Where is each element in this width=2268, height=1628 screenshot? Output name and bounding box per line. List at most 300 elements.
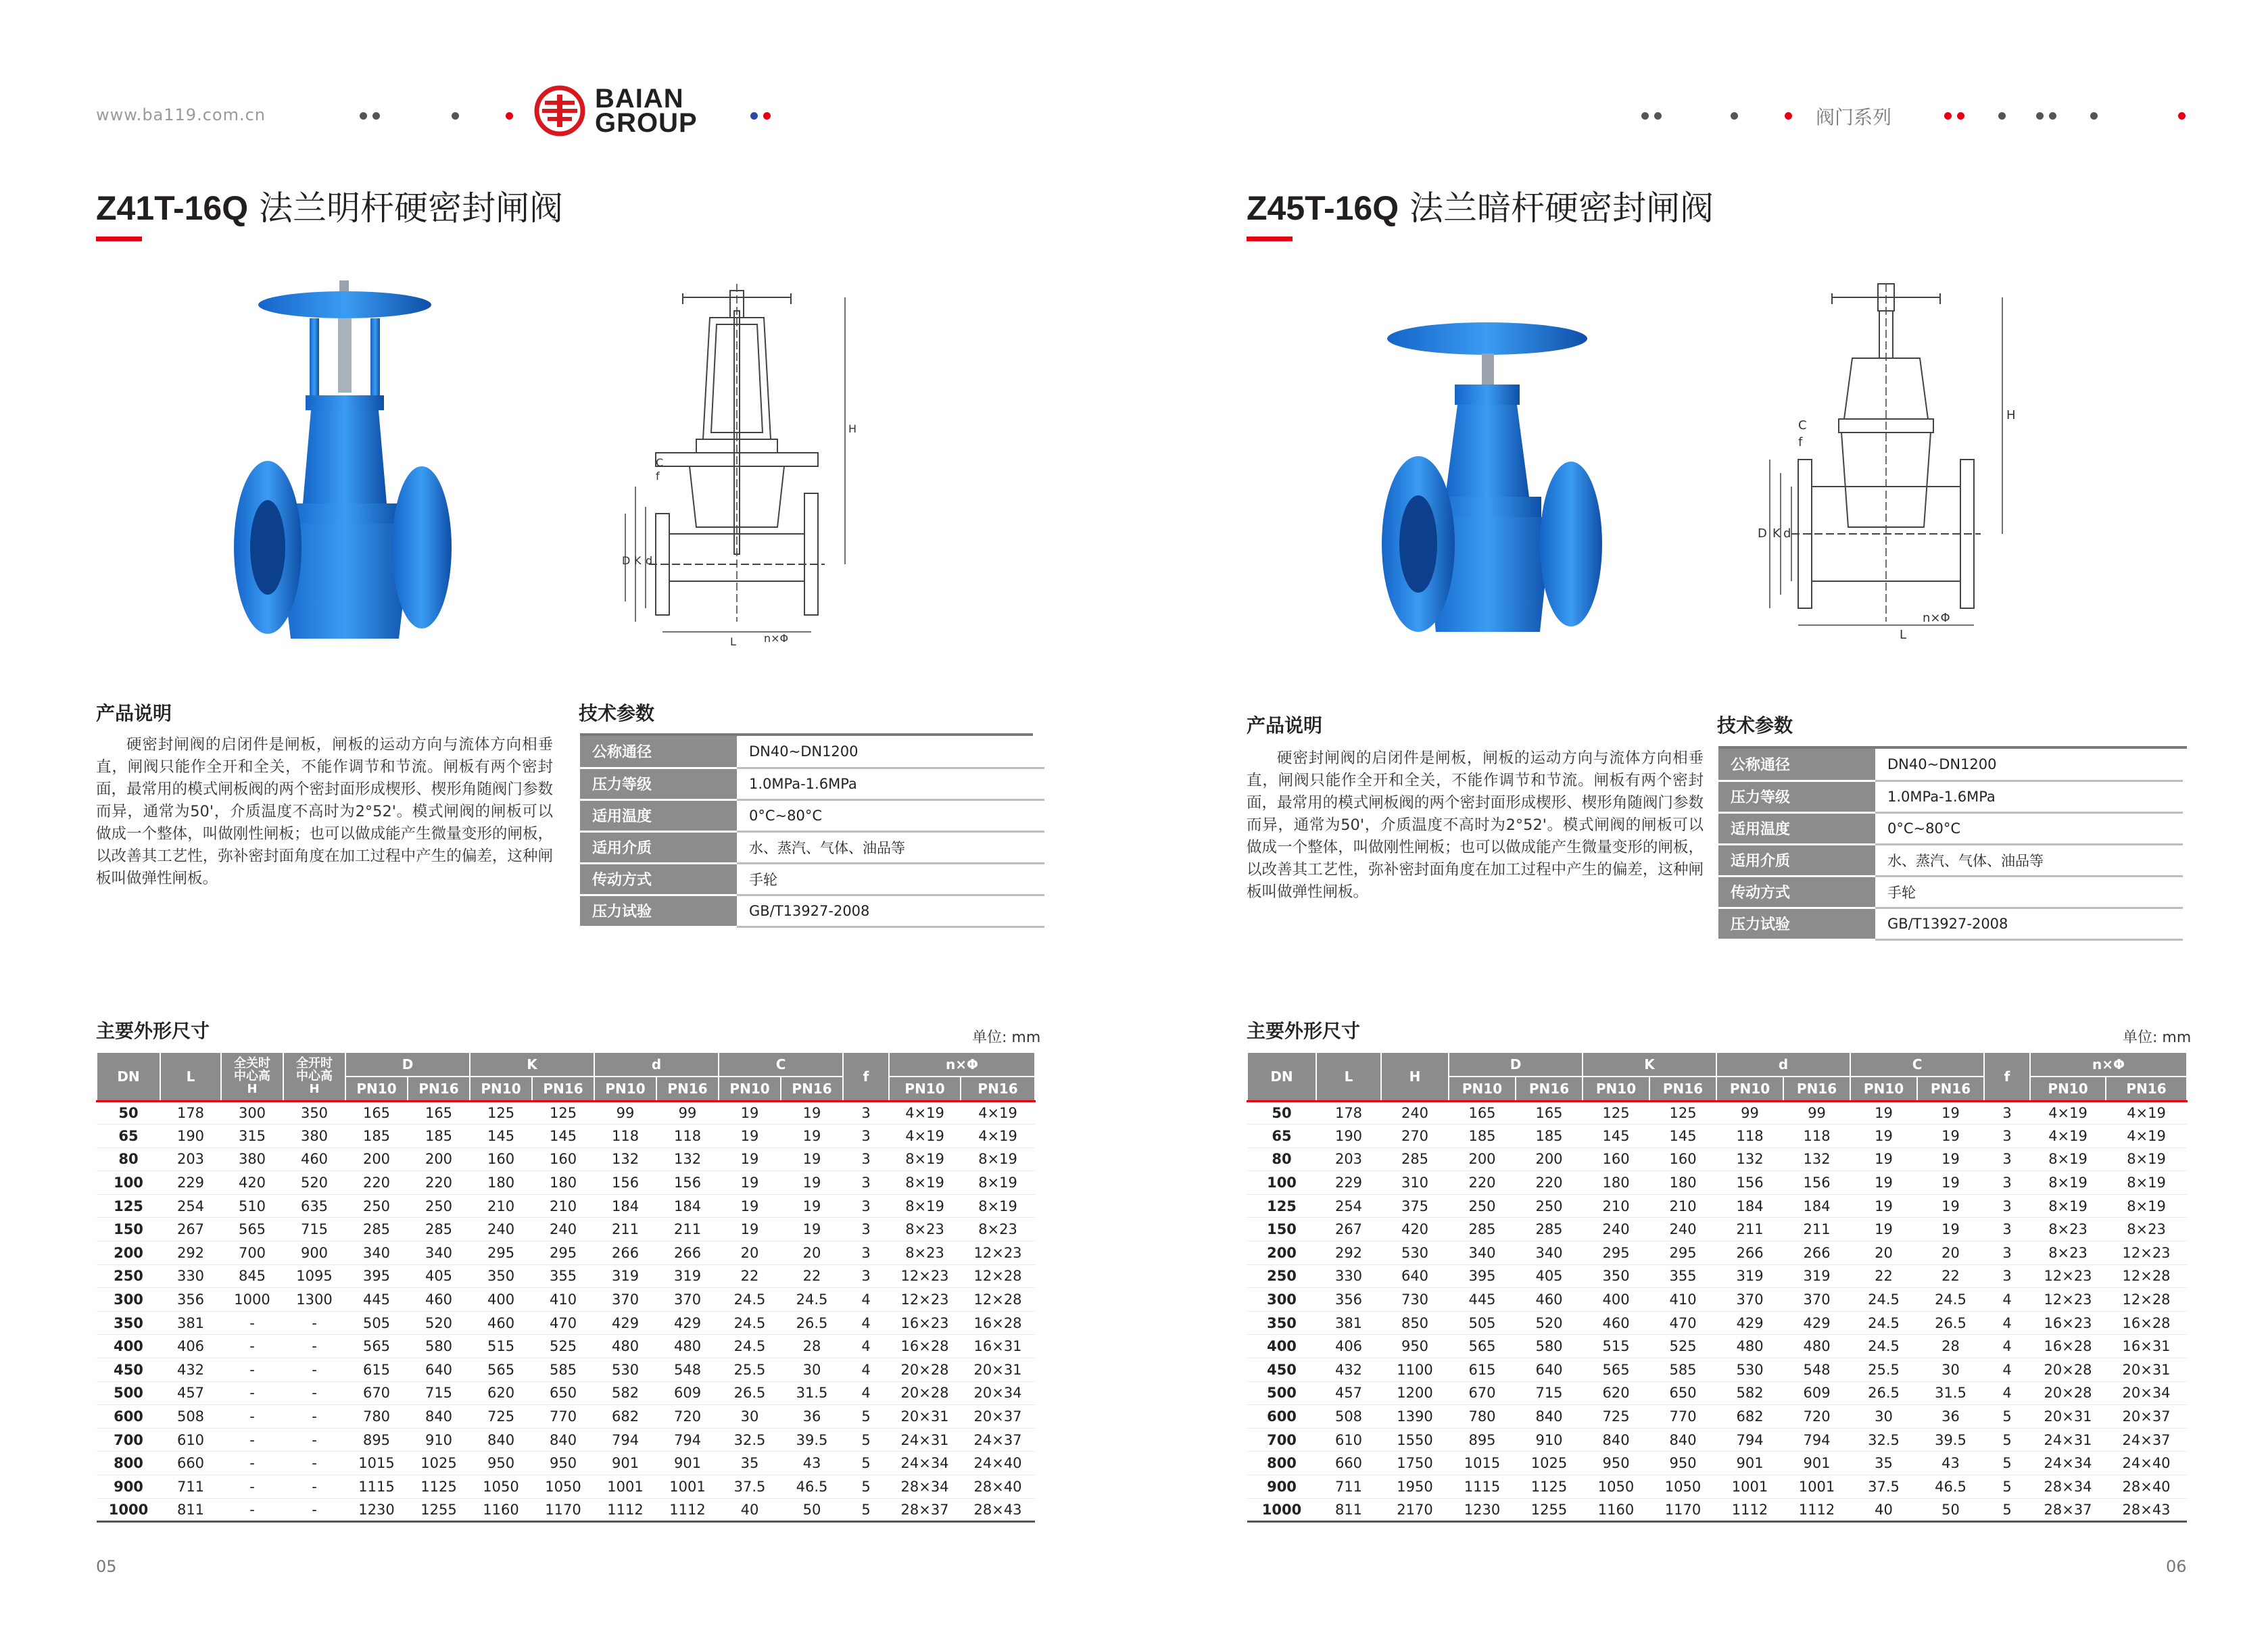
table-cell: -	[283, 1498, 345, 1522]
table-cell: 8×19	[889, 1194, 961, 1218]
table-cell: 406	[1316, 1335, 1381, 1358]
table-cell: 12×23	[889, 1264, 961, 1288]
tech-param-value: 0°C~80°C	[1875, 812, 2183, 844]
table-cell: 355	[532, 1264, 594, 1288]
table-cell: 670	[345, 1381, 408, 1405]
table-cell: 12×28	[961, 1288, 1035, 1312]
table-cell: 22	[719, 1264, 781, 1288]
table-cell: 355	[1649, 1264, 1716, 1288]
table-cell: 24.5	[781, 1288, 843, 1312]
table-cell: 19	[1917, 1194, 1984, 1218]
table-row	[1247, 1218, 2187, 1241]
table-cell: 457	[160, 1381, 221, 1405]
table-cell: 12×28	[2106, 1264, 2187, 1288]
table-cell: 19	[781, 1171, 843, 1195]
table-cell: 160	[1583, 1148, 1649, 1171]
table-cell: 20×28	[889, 1381, 961, 1405]
table-cell: 565	[1449, 1335, 1516, 1358]
table-cell: 700	[221, 1241, 283, 1265]
table-cell: 30	[781, 1358, 843, 1382]
left-model: Z41T-16Q	[96, 189, 249, 227]
table-cell: 1750	[1381, 1452, 1449, 1475]
table-cell: 210	[1583, 1194, 1649, 1218]
table-cell: 505	[345, 1311, 408, 1335]
table-cell: 5	[843, 1405, 889, 1429]
table-cell: 3	[843, 1148, 889, 1171]
table-cell: 19	[719, 1125, 781, 1148]
right-drawing-label-d: d	[1783, 526, 1791, 541]
table-cell: 1170	[1649, 1498, 1716, 1522]
table-cell: 250	[1516, 1194, 1583, 1218]
table-cell: 5	[1984, 1475, 2030, 1499]
table-cell: 145	[532, 1125, 594, 1148]
dn-cell: 700	[1247, 1428, 1316, 1452]
table-cell: 220	[1449, 1171, 1516, 1195]
table-cell: 1112	[594, 1498, 656, 1522]
table-cell: 32.5	[719, 1428, 781, 1452]
right-product-title	[1247, 181, 1714, 230]
tech-param-value: 0°C~80°C	[737, 799, 1044, 831]
table-cell: 1390	[1381, 1405, 1449, 1429]
right-drawing-label-nphi: n×Φ	[1923, 611, 1950, 625]
table-cell: 4	[1984, 1311, 2030, 1335]
dn-cell: 1000	[97, 1498, 160, 1522]
table-cell: 16×28	[2106, 1311, 2187, 1335]
table-cell: 4×19	[2030, 1101, 2106, 1125]
table-cell: 429	[656, 1311, 719, 1335]
table-row	[97, 1241, 1035, 1265]
table-cell: 118	[594, 1125, 656, 1148]
table-cell: 370	[594, 1288, 656, 1312]
table-cell: 660	[1316, 1452, 1381, 1475]
table-cell: 19	[1917, 1171, 1984, 1195]
table-cell: 811	[1316, 1498, 1381, 1522]
pn10-header: PN10	[1449, 1077, 1516, 1101]
table-row	[1247, 1335, 2187, 1358]
table-cell: 1025	[408, 1452, 470, 1475]
table-cell: 3	[1984, 1194, 2030, 1218]
table-cell: 24×37	[2106, 1428, 2187, 1452]
table-cell: 356	[1316, 1288, 1381, 1312]
table-cell: 267	[1316, 1218, 1381, 1241]
table-cell: 156	[594, 1171, 656, 1195]
table-cell: 400	[470, 1288, 532, 1312]
table-cell: 19	[1917, 1148, 1984, 1171]
table-cell: 582	[594, 1381, 656, 1405]
right-unit: 单位: mm	[2123, 1029, 2192, 1046]
table-cell: 395	[1449, 1264, 1516, 1288]
table-cell: 20×34	[961, 1381, 1035, 1405]
tech-param-value: 1.0MPa-1.6MPa	[1875, 781, 2183, 812]
table-cell: 19	[719, 1148, 781, 1171]
left-drawing-label-f: f	[656, 470, 660, 483]
table-cell: 36	[781, 1405, 843, 1429]
table-cell: 3	[1984, 1241, 2030, 1265]
table-cell: 660	[160, 1452, 221, 1475]
table-cell: 520	[1516, 1311, 1583, 1335]
pn10-header: PN10	[1583, 1077, 1649, 1101]
table-cell: 24×31	[889, 1428, 961, 1452]
table-cell: 125	[1583, 1101, 1649, 1125]
table-cell: 46.5	[1917, 1475, 1984, 1499]
tech-param-key: 公称通径	[580, 736, 737, 768]
table-row	[97, 1171, 1035, 1195]
table-row	[97, 1264, 1035, 1288]
table-cell: 432	[1316, 1358, 1381, 1382]
table-cell: 132	[1716, 1148, 1783, 1171]
baian-logo	[534, 85, 698, 137]
table-row	[1247, 1288, 2187, 1312]
table-cell: 190	[160, 1125, 221, 1148]
pn16-header: PN16	[2106, 1077, 2187, 1101]
table-cell: 203	[160, 1148, 221, 1171]
table-cell: 682	[594, 1405, 656, 1429]
table-row	[97, 1218, 1035, 1241]
right-tech-row	[1718, 749, 2183, 781]
decorative-dots	[2175, 112, 2188, 120]
table-cell: 5	[1984, 1498, 2030, 1522]
table-cell: 515	[470, 1335, 532, 1358]
table-cell: 3	[843, 1241, 889, 1265]
table-cell: 26.5	[1850, 1381, 1917, 1405]
dn-cell: 800	[97, 1452, 160, 1475]
dn-cell: 65	[97, 1125, 160, 1148]
table-cell: 8×23	[889, 1218, 961, 1241]
right-drawing-label-c: C	[1798, 418, 1807, 433]
left-tech-row	[580, 736, 1044, 768]
table-cell: 266	[594, 1241, 656, 1265]
table-cell: 22	[781, 1264, 843, 1288]
table-cell: 794	[1783, 1428, 1850, 1452]
table-cell: 3	[843, 1264, 889, 1288]
table-cell: 3	[1984, 1264, 2030, 1288]
table-row	[97, 1288, 1035, 1312]
left-tech-table	[580, 736, 1044, 928]
table-cell: 26.5	[1917, 1311, 1984, 1335]
table-cell: 650	[1649, 1381, 1716, 1405]
open-height-line-1: 全开时	[296, 1056, 333, 1071]
table-cell: 8×19	[2106, 1148, 2187, 1171]
table-cell: 160	[1649, 1148, 1716, 1171]
left-product-title	[96, 181, 563, 230]
table-cell: 8×19	[2030, 1194, 2106, 1218]
table-cell: 200	[1516, 1148, 1583, 1171]
table-cell: 31.5	[1917, 1381, 1984, 1405]
table-cell: -	[221, 1498, 283, 1522]
table-cell: 410	[532, 1288, 594, 1312]
table-cell: 1255	[1516, 1498, 1583, 1522]
tech-param-key: 压力试验	[580, 895, 737, 927]
series-label: 阀门系列	[1816, 106, 1892, 128]
col-header-f: f	[843, 1052, 889, 1101]
table-cell: 99	[594, 1101, 656, 1125]
table-cell: 950	[1649, 1452, 1716, 1475]
table-cell: 1170	[532, 1498, 594, 1522]
right-tech-table	[1718, 749, 2183, 941]
table-cell: 900	[283, 1241, 345, 1265]
table-cell: 850	[1381, 1311, 1449, 1335]
table-cell: 615	[345, 1358, 408, 1382]
table-cell: 30	[1917, 1358, 1984, 1382]
table-cell: 19	[1850, 1148, 1917, 1171]
table-cell: 5	[843, 1498, 889, 1522]
table-cell: 901	[656, 1452, 719, 1475]
table-cell: -	[221, 1381, 283, 1405]
logo-line-1: BAIAN	[595, 84, 684, 114]
table-cell: 725	[470, 1405, 532, 1429]
table-cell: 515	[1583, 1335, 1649, 1358]
tech-param-key: 适用介质	[1718, 844, 1875, 876]
dn-cell: 300	[1247, 1288, 1316, 1312]
table-cell: 292	[160, 1241, 221, 1265]
decorative-dots	[357, 112, 383, 120]
table-cell: 460	[1583, 1311, 1649, 1335]
tech-param-key: 公称通径	[1718, 749, 1875, 781]
table-cell: 4×19	[961, 1125, 1035, 1148]
table-cell: 211	[656, 1218, 719, 1241]
table-cell: 12×23	[2030, 1264, 2106, 1288]
decorative-dots	[449, 112, 462, 120]
table-row	[1247, 1241, 2187, 1265]
table-cell: 8×19	[961, 1171, 1035, 1195]
table-cell: 811	[160, 1498, 221, 1522]
dn-cell: 450	[97, 1358, 160, 1382]
table-cell: 895	[1449, 1428, 1516, 1452]
right-tech-row	[1718, 812, 2183, 844]
table-cell: 19	[781, 1125, 843, 1148]
right-drawing-label-l: L	[1900, 628, 1907, 642]
table-cell: 99	[656, 1101, 719, 1125]
decorative-dots	[1728, 112, 1741, 120]
tech-param-key: 压力等级	[1718, 781, 1875, 812]
pn16-header: PN16	[532, 1077, 594, 1101]
left-drawing-label-k: K	[634, 554, 642, 567]
table-cell: 25.5	[1850, 1358, 1917, 1382]
table-cell: 480	[594, 1335, 656, 1358]
table-row	[1247, 1264, 2187, 1288]
left-desc-heading: 产品说明	[96, 702, 172, 724]
table-cell: 35	[1850, 1452, 1917, 1475]
col-header-k: K	[1583, 1052, 1716, 1077]
pn10-header: PN10	[470, 1077, 532, 1101]
table-cell: 185	[1516, 1125, 1583, 1148]
table-cell: 184	[594, 1194, 656, 1218]
table-cell: 319	[656, 1264, 719, 1288]
table-cell: 19	[781, 1218, 843, 1241]
dn-cell: 125	[1247, 1194, 1316, 1218]
table-row	[1247, 1194, 2187, 1218]
table-cell: -	[221, 1428, 283, 1452]
pn16-header: PN16	[1917, 1077, 1984, 1101]
table-cell: 19	[1850, 1101, 1917, 1125]
table-cell: 845	[221, 1264, 283, 1288]
table-cell: 950	[1381, 1335, 1449, 1358]
col-header-l: L	[1316, 1052, 1381, 1101]
right-valve-drawing	[1758, 284, 2014, 649]
table-cell: 3	[1984, 1148, 2030, 1171]
table-cell: 295	[532, 1241, 594, 1265]
table-cell: 480	[1716, 1335, 1783, 1358]
table-cell: 895	[345, 1428, 408, 1452]
table-cell: 156	[1716, 1171, 1783, 1195]
table-cell: 24×40	[961, 1452, 1035, 1475]
table-cell: 19	[781, 1194, 843, 1218]
table-cell: 50	[1917, 1498, 1984, 1522]
table-cell: 406	[160, 1335, 221, 1358]
table-cell: 770	[1649, 1405, 1716, 1429]
tech-param-value: 水、蒸汽、气体、油品等	[737, 831, 1044, 863]
table-cell: 24×37	[961, 1428, 1035, 1452]
left-unit: 单位: mm	[972, 1029, 1041, 1046]
table-cell: 840	[470, 1428, 532, 1452]
table-cell: 5	[1984, 1428, 2030, 1452]
table-cell: 610	[160, 1428, 221, 1452]
table-cell: 410	[1649, 1288, 1716, 1312]
table-cell: 4	[1984, 1335, 2030, 1358]
dn-cell: 100	[97, 1171, 160, 1195]
table-cell: 20×34	[2106, 1381, 2187, 1405]
table-cell: 5	[843, 1452, 889, 1475]
table-cell: 165	[1516, 1101, 1583, 1125]
table-cell: 1050	[532, 1475, 594, 1499]
table-cell: 950	[470, 1452, 532, 1475]
table-cell: 145	[470, 1125, 532, 1148]
table-cell: 16×28	[961, 1311, 1035, 1335]
right-dimensions-table	[1247, 1052, 2188, 1523]
table-cell: 609	[656, 1381, 719, 1405]
table-cell: -	[283, 1335, 345, 1358]
table-cell: 609	[1783, 1381, 1850, 1405]
table-cell: 1115	[1449, 1475, 1516, 1499]
table-cell: 4	[843, 1288, 889, 1312]
dn-cell: 450	[1247, 1358, 1316, 1382]
table-cell: 615	[1449, 1358, 1516, 1382]
pn16-header: PN16	[656, 1077, 719, 1101]
table-cell: 8×19	[889, 1171, 961, 1195]
left-valve-drawing	[608, 284, 865, 649]
col-header-l: L	[160, 1052, 221, 1101]
table-cell: 19	[1850, 1171, 1917, 1195]
table-cell: 31.5	[781, 1381, 843, 1405]
table-cell: 16×23	[889, 1311, 961, 1335]
table-cell: 19	[1917, 1218, 1984, 1241]
table-row	[97, 1335, 1035, 1358]
table-cell: 715	[408, 1381, 470, 1405]
table-row	[97, 1125, 1035, 1148]
table-cell: -	[283, 1452, 345, 1475]
table-cell: 132	[656, 1148, 719, 1171]
decorative-dots	[2033, 112, 2059, 120]
right-drawing-label-k: K	[1772, 526, 1781, 541]
table-cell: 635	[283, 1194, 345, 1218]
table-cell: 405	[408, 1264, 470, 1288]
table-cell: 530	[1716, 1358, 1783, 1382]
table-cell: 285	[408, 1218, 470, 1241]
table-cell: 165	[1449, 1101, 1516, 1125]
website-url: www.ba119.com.cn	[96, 105, 266, 124]
table-cell: 12×28	[2106, 1288, 2187, 1312]
left-drawing-label-h: H	[848, 422, 857, 435]
table-cell: 585	[1649, 1358, 1716, 1382]
table-cell: 24.5	[719, 1311, 781, 1335]
table-cell: 28×37	[889, 1498, 961, 1522]
table-cell: 165	[345, 1101, 408, 1125]
table-cell: 1095	[283, 1264, 345, 1288]
table-cell: 211	[594, 1218, 656, 1241]
table-cell: 715	[1516, 1381, 1583, 1405]
table-cell: 37.5	[719, 1475, 781, 1499]
table-cell: 580	[408, 1335, 470, 1358]
dn-cell: 900	[97, 1475, 160, 1499]
table-cell: 46.5	[781, 1475, 843, 1499]
table-cell: 640	[408, 1358, 470, 1382]
table-cell: 156	[656, 1171, 719, 1195]
table-cell: 43	[781, 1452, 843, 1475]
pn16-header: PN16	[961, 1077, 1035, 1101]
dn-cell: 350	[97, 1311, 160, 1335]
table-cell: 470	[532, 1311, 594, 1335]
table-cell: 780	[345, 1405, 408, 1429]
table-cell: 285	[1381, 1148, 1449, 1171]
col-header-closed-height	[221, 1052, 283, 1101]
table-cell: 266	[1716, 1241, 1783, 1265]
table-cell: 3	[1984, 1101, 2030, 1125]
tech-param-value: 手轮	[1875, 876, 2183, 908]
left-valve-photo	[230, 280, 460, 659]
table-cell: 184	[1716, 1194, 1783, 1218]
open-height-line-3: H	[309, 1082, 320, 1097]
table-cell: 20×31	[2030, 1405, 2106, 1429]
table-cell: 901	[1783, 1452, 1850, 1475]
table-cell: 5	[1984, 1405, 2030, 1429]
dn-cell: 80	[97, 1148, 160, 1171]
table-row	[97, 1101, 1035, 1125]
table-row	[97, 1381, 1035, 1405]
table-cell: 4	[1984, 1358, 2030, 1382]
table-row	[97, 1428, 1035, 1452]
table-cell: 8×19	[2106, 1194, 2187, 1218]
table-cell: 19	[781, 1101, 843, 1125]
table-cell: 40	[1850, 1498, 1917, 1522]
closed-height-line-1: 全关时	[234, 1056, 270, 1071]
table-row	[97, 1194, 1035, 1218]
dn-cell: 400	[97, 1335, 160, 1358]
table-cell: 794	[594, 1428, 656, 1452]
dn-cell: 500	[97, 1381, 160, 1405]
table-cell: 375	[1381, 1194, 1449, 1218]
table-cell: 1100	[1381, 1358, 1449, 1382]
left-page-number: 05	[96, 1557, 117, 1576]
table-cell: 356	[160, 1288, 221, 1312]
tech-param-key: 适用温度	[580, 799, 737, 831]
table-cell: 3	[843, 1171, 889, 1195]
table-cell: 24.5	[1850, 1311, 1917, 1335]
table-cell: 330	[1316, 1264, 1381, 1288]
table-cell: 2170	[1381, 1498, 1449, 1522]
table-cell: 285	[345, 1218, 408, 1241]
pn16-header: PN16	[1649, 1077, 1716, 1101]
table-cell: 405	[1516, 1264, 1583, 1288]
table-cell: 1015	[345, 1452, 408, 1475]
table-cell: -	[283, 1358, 345, 1382]
right-drawing-label-f: f	[1798, 435, 1803, 449]
table-row	[1247, 1498, 2187, 1522]
left-tech-row	[580, 895, 1044, 927]
right-title-underline	[1247, 237, 1293, 241]
table-row	[1247, 1171, 2187, 1195]
table-cell: 1001	[1783, 1475, 1850, 1499]
table-row	[1247, 1148, 2187, 1171]
